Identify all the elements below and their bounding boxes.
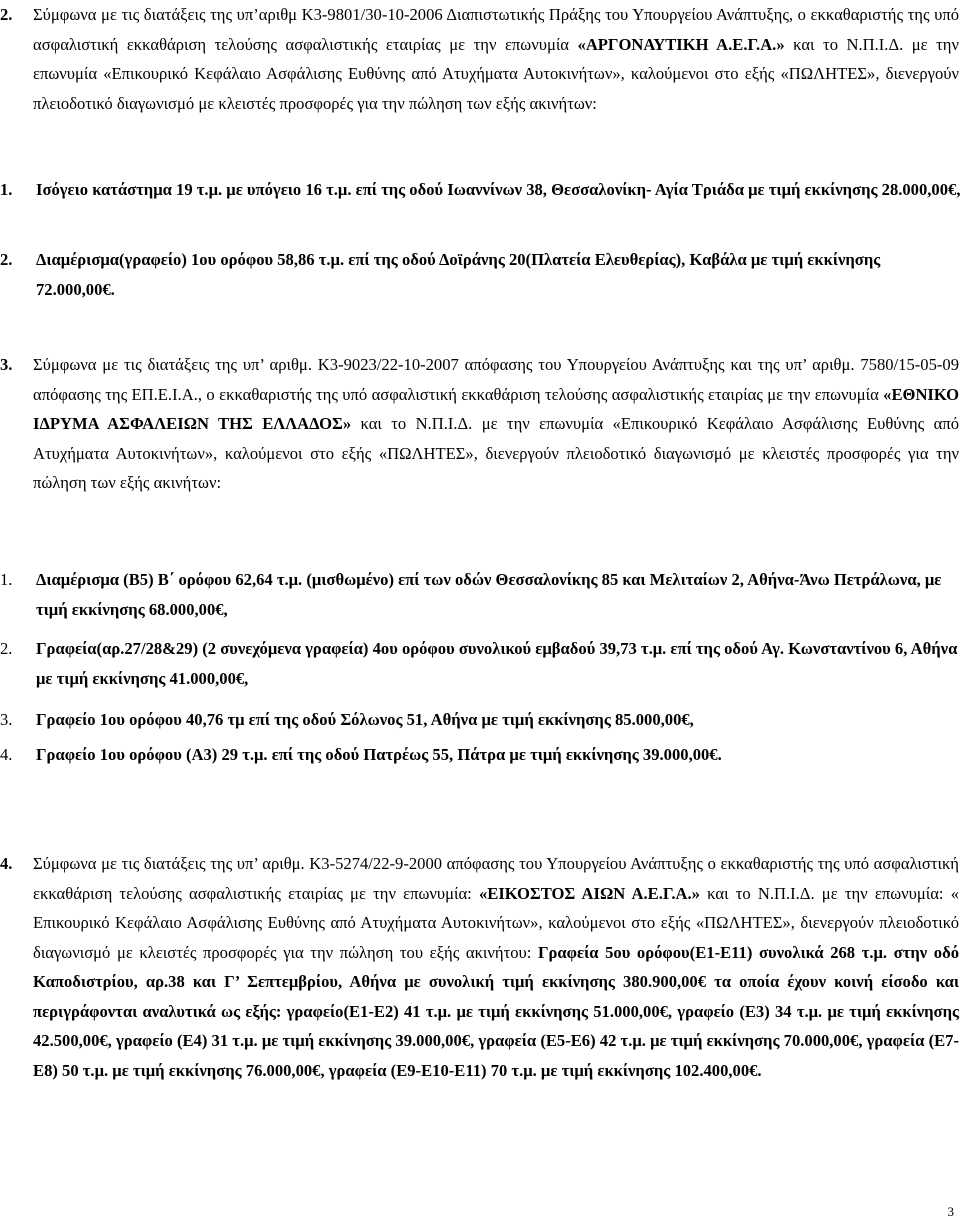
item-text: Γραφείο 1ου ορόφου 40,76 τμ επί της οδού Σόλωνος 51, Αθήνα με τιμή εκκίνησης 85.000,00€, [36, 710, 694, 729]
section-4-text-a: Σύμφωνα με τις διατάξεις της υπ’ αριθμ. Κ3-5274/22-9-2000 απόφασης του Υπουργείου Ανάπτυξης ο εκκαθαριστής της υπό ασφαλιστική εκκαθάριση τελούσης ασφαλιστικής εταιρίας με την επωνυμία: [33, 854, 959, 903]
item-text: Ισόγειο κατάστημα 19 τ.μ. με υπόγειο 16 τ.μ. επί της οδού Ιωαννίνων 38, Θεσσαλονίκη- Αγία Τριάδα με τιμή εκκίνησης 28.000,00€, [36, 180, 960, 199]
section-3-company-name: «ΕΘΝΙΚΟ ΙΔΡΥΜΑ ΑΣΦΑΛΕΙΩΝ ΤΗΣ ΕΛΛΑΔΟΣ» [33, 384, 959, 433]
item-number: 1. [0, 570, 13, 589]
section-4-number: 4. [0, 854, 13, 873]
section-2-text-a: Σύμφωνα με τις διατάξεις της υπ’αριθμ Κ3-9801/30-10-2006 Διαπιστωτικής Πράξης του Υπουργείου Ανάπτυξης, ο εκκαθαριστής της υπό ασφαλιστική εκκαθάριση τελούσης ασφαλιστικής εταιρίας με την επωνυμία [33, 5, 959, 54]
section-2-intro [0, 0, 959, 118]
section-4-company-name: «ΕΙΚΟΣΤΟΣ ΑΙΩΝ Α.Ε.Γ.Α.» [478, 883, 700, 903]
section-3-item-1 [0, 565, 960, 624]
section-4-property-details: Γραφεία 5ου ορόφου(Ε1-Ε11) συνολικά 268 τ.μ. στην οδό Καποδιστρίου, αρ.38 και Γ’ Σεπτεμβρίου, Αθήνα με συνολική τιμή εκκίνησης 380.900,00€ τα οποία έχουν κοινή είσοδο και περιγράφονται αναλυτικά ως εξής: γραφείο(Ε1-Ε2) 41 τ.μ. με τιμή εκκίνησης 51.000,00€, γραφείο (Ε3) 34 τ.μ. με τιμή εκκίνησης 42.500,00€, γραφείο (Ε4) 31 τ.μ. με τιμή εκκίνησης 39.000,00€, γραφεία (Ε5-Ε6) 42 τ.μ. με τιμή εκκίνησης 70.000,00€, γραφεία (Ε7-Ε8) 50 τ.μ. με τιμή εκκίνησης 76.000,00€, γραφεία (Ε9-Ε10-Ε11) 70 τ.μ. με τιμή εκκίνησης 102.400,00€. [33, 942, 959, 1080]
section-2-company-name: «ΑΡΓΟΝΑΥΤΙΚΗ Α.Ε.Γ.Α.» [577, 34, 785, 54]
item-number: 1. [0, 180, 13, 199]
section-4-body [0, 849, 959, 1085]
item-text: Διαμέρισμα (Β5) Β΄ ορόφου 62,64 τ.μ. (μισθωμένο) επί των οδών Θεσσαλονίκης 85 και Μελιταίων 2, Αθήνα-Άνω Πετράλωνα, με τιμή εκκίνησης 68.000,00€, [36, 570, 942, 619]
item-number: 2. [0, 639, 13, 658]
item-number: 2. [0, 250, 13, 269]
section-2-item-2 [0, 245, 960, 304]
item-number: 4. [0, 745, 13, 764]
section-3-text-a: Σύμφωνα με τις διατάξεις της υπ’ αριθμ. Κ3-9023/22-10-2007 απόφασης του Υπουργείου Ανάπτυξης και της υπ’ αριθμ. 7580/15-05-09 απόφασης της ΕΠ.Ε.Ι.Α., ο εκκαθαριστής της υπό ασφαλιστική εκκαθάριση τελούσης ασφαλιστικής εταιρίας με την επωνυμία [33, 355, 959, 404]
section-2-text-b: και το Ν.Π.Ι.Δ. με την επωνυμία «Επικουρικό Κεφάλαιο Ασφάλισης Ευθύνης από Ατυχήματα Αυτοκινήτων», καλούμενοι στο εξής «ΠΩΛΗΤΕΣ», διενεργούν πλειοδοτικό διαγωνισμό με κλειστές προσφορές για την πώληση των εξής ακινήτων: [33, 34, 959, 113]
section-4-text-b: και το Ν.Π.Ι.Δ. με την επωνυμία: « Επικουρικό Κεφάλαιο Ασφάλισης Ευθύνης από Ατυχήματα Αυτοκινήτων», καλούμενοι στο εξής «ΠΩΛΗΤΕΣ», διενεργούν πλειοδοτικό διαγωνισμό με κλειστές προσφορές για την πώληση του εξής ακινήτου: [33, 883, 959, 962]
section-3-item-2 [0, 634, 960, 693]
section-3-number: 3. [0, 355, 13, 374]
item-text: Γραφεία(αρ.27/28&29) (2 συνεχόμενα γραφεία) 4ου ορόφου συνολικού εμβαδού 39,73 τ.μ. επί της οδού Αγ. Κωνσταντίνου 6, Αθήνα με τιμή εκκίνησης 41.000,00€, [36, 639, 958, 688]
section-3-text-b: και το Ν.Π.Ι.Δ. με την επωνυμία «Επικουρικό Κεφάλαιο Ασφάλισης Ευθύνης από Ατυχήματα Αυτοκινήτων», καλούμενοι στο εξής «ΠΩΛΗΤΕΣ», διενεργούν πλειοδοτικό διαγωνισμό με κλειστές προσφορές για την πώληση των εξής ακινήτων: [33, 414, 959, 492]
section-3-intro [0, 350, 959, 498]
page-number: 3 [947, 1204, 954, 1219]
item-text: Διαμέρισμα(γραφείο) 1ου ορόφου 58,86 τ.μ. επί της οδού Δοϊράνης 20(Πλατεία Ελευθερίας), Καβάλα με τιμή εκκίνησης 72.000,00€. [36, 250, 881, 299]
section-2-item-1 [0, 175, 960, 205]
section-2-number: 2. [0, 5, 13, 24]
section-3-item-3 [0, 705, 960, 735]
section-3-item-4 [0, 740, 960, 770]
item-number: 3. [0, 710, 13, 729]
item-text: Γραφείο 1ου ορόφου (Α3) 29 τ.μ. επί της οδού Πατρέως 55, Πάτρα με τιμή εκκίνησης 39.000,00€. [36, 745, 722, 764]
